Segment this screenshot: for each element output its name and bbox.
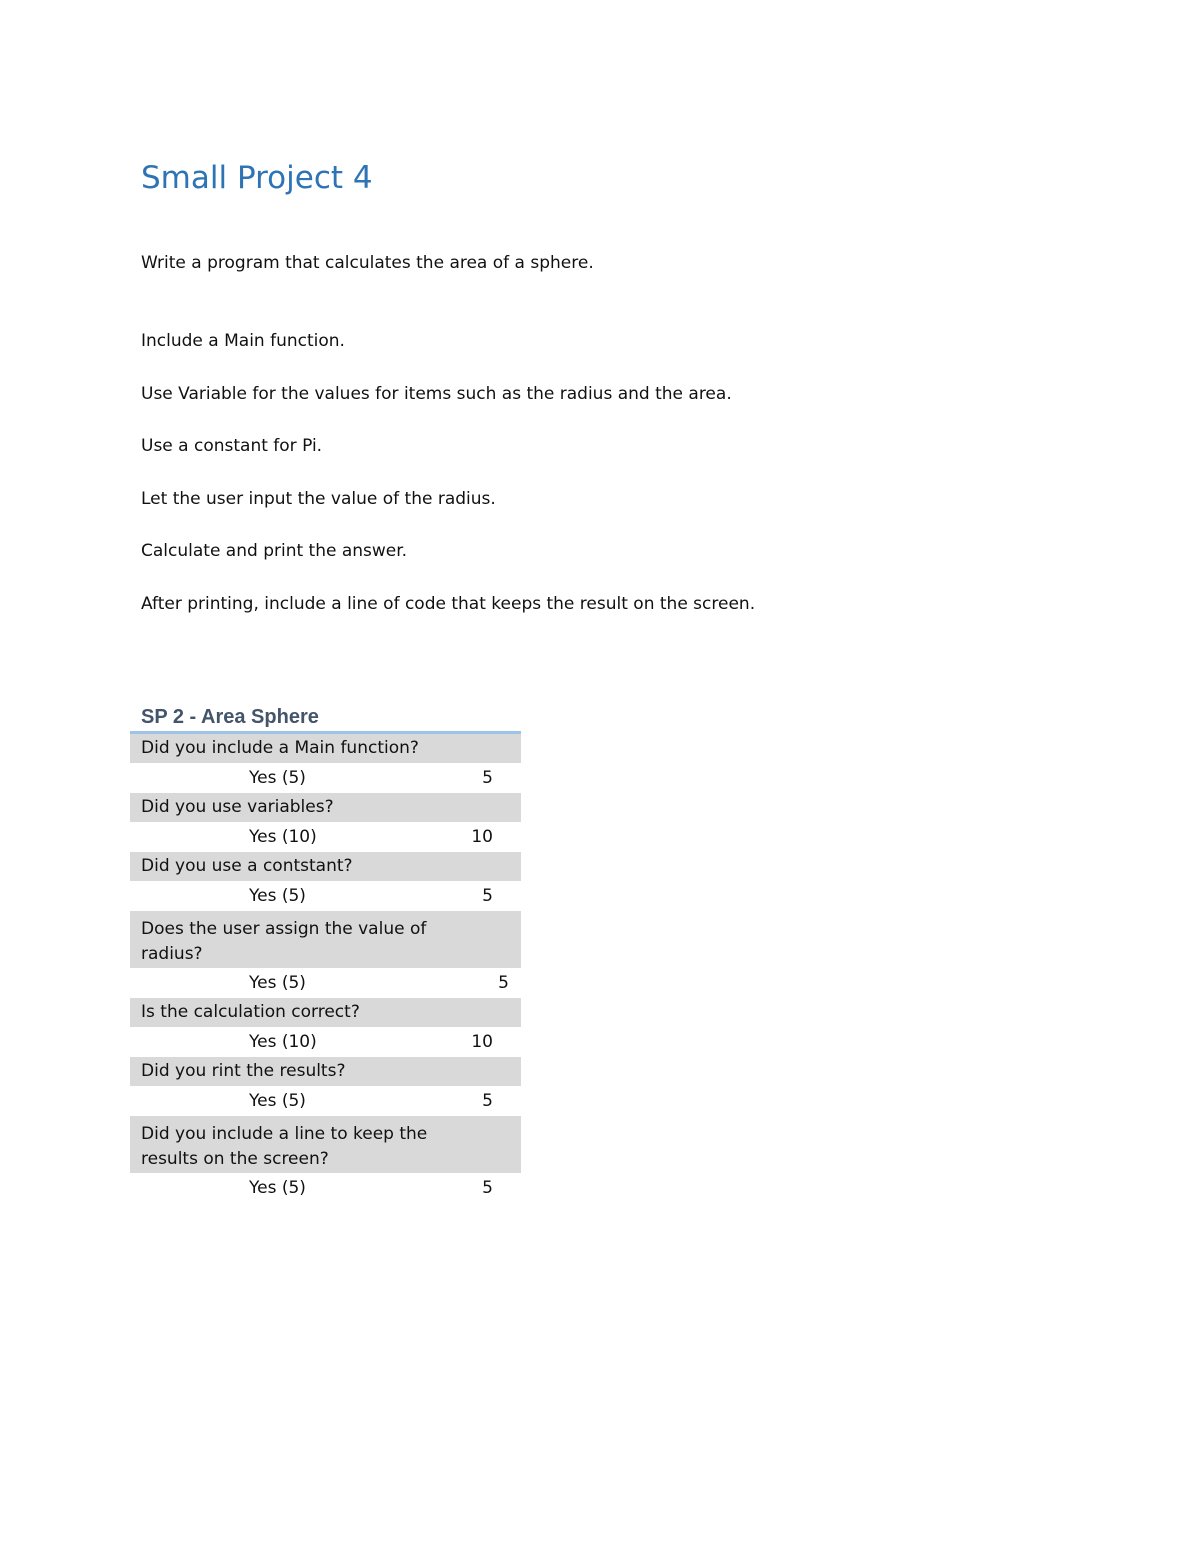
rubric-score: 5 <box>482 1178 493 1198</box>
requirements-list <box>141 329 755 645</box>
rubric-answer: Yes (5) <box>249 886 306 906</box>
intro-text: Write a program that calculates the area of a sphere. <box>141 253 594 273</box>
rubric-question: Did you include a Main function? <box>130 734 521 763</box>
rubric-answer-row <box>130 1027 521 1057</box>
rubric-score: 5 <box>482 886 493 906</box>
requirement-item: Use Variable for the values for items such as the radius and the area. <box>141 383 732 404</box>
rubric-question: Did you use a contstant? <box>130 852 521 881</box>
rubric-score: 5 <box>482 768 493 788</box>
requirement-item: Calculate and print the answer. <box>141 541 408 562</box>
rubric-answer-row <box>130 1086 521 1116</box>
rubric-answer: Yes (5) <box>249 973 306 993</box>
page-title: Small Project 4 <box>141 160 373 196</box>
rubric-question: Did you rint the results? <box>130 1057 521 1086</box>
rubric-answer-row <box>130 763 521 793</box>
rubric-answer: Yes (10) <box>249 1032 317 1052</box>
rubric-score: 5 <box>498 973 509 993</box>
rubric-title: SP 2 - Area Sphere <box>130 704 521 734</box>
rubric-answer-row <box>130 968 521 998</box>
rubric-score: 10 <box>471 827 493 847</box>
requirement-item: Let the user input the value of the radius. <box>141 488 496 509</box>
rubric-question: Does the user assign the value of radius? <box>130 911 521 968</box>
rubric-answer-row <box>130 822 521 852</box>
requirement-item: After printing, include a line of code that keeps the result on the screen. <box>141 593 756 614</box>
requirement-item: Include a Main function. <box>141 331 345 351</box>
rubric-answer: Yes (5) <box>249 1091 306 1111</box>
rubric-score: 10 <box>471 1032 493 1052</box>
rubric-answer: Yes (5) <box>249 1178 306 1198</box>
rubric-answer-row <box>130 1173 521 1203</box>
rubric-score: 5 <box>482 1091 493 1111</box>
rubric-question: Did you include a line to keep the results on the screen? <box>130 1116 521 1173</box>
rubric-question: Is the calculation correct? <box>130 998 521 1027</box>
rubric-question: Did you use variables? <box>130 793 521 822</box>
rubric-table <box>130 704 521 1203</box>
rubric-answer-row <box>130 881 521 911</box>
rubric-answer: Yes (10) <box>249 827 317 847</box>
rubric-answer: Yes (5) <box>249 768 306 788</box>
requirement-item: Use a constant for Pi. <box>141 436 323 457</box>
